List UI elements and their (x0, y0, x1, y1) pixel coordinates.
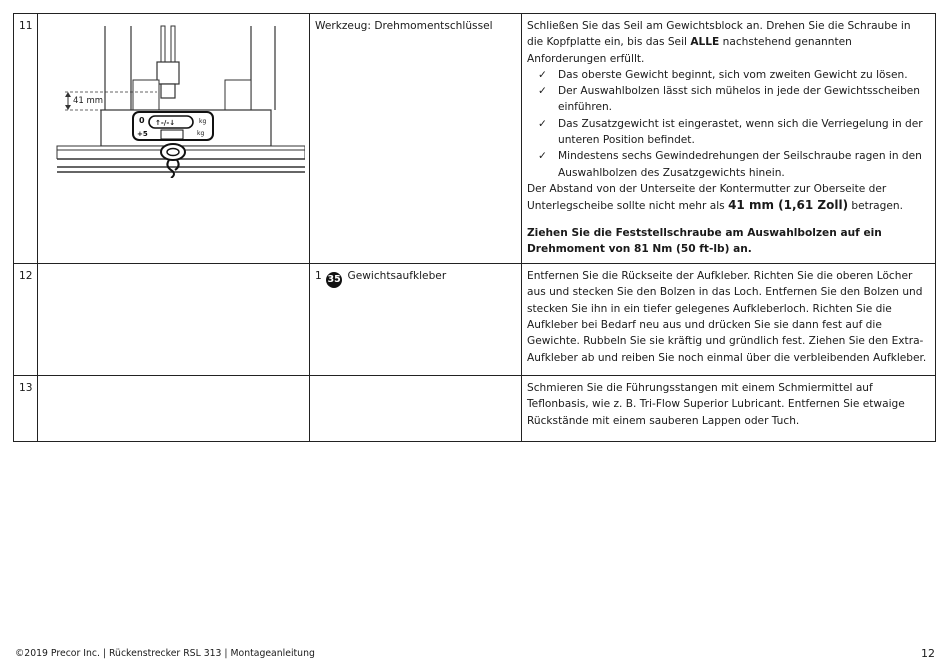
assembly-steps-table (13, 13, 936, 442)
step-description-cell (522, 14, 936, 264)
svg-text:↑-/-↓: ↑-/-↓ (155, 119, 176, 127)
step-row-12 (14, 264, 936, 376)
part-quantity: 1 (315, 270, 322, 283)
svg-text:kg: kg (197, 130, 205, 137)
step-illustration-cell (38, 376, 310, 442)
part-number-badge: 35 (326, 272, 342, 288)
torque-instruction: Ziehen Sie die Feststellschraube am Auswahlbolzen auf ein Drehmoment von 81 Nm (50 ft-lb) an. (527, 226, 882, 255)
part-name: Gewichtsaufkleber (347, 270, 447, 283)
step-description-cell: Schmieren Sie die Führungsstangen mit einem Schmiermittel auf Teflonbasis, wie z. B. Tri-Flow Superior Lubricant. Entfernen Sie etwaige Rückstände mit einem sauberen Lappen oder Tuch. (522, 376, 936, 442)
checklist-item: ✓ Der Auswahlbolzen lässt sich mühelos in jede der Gewichtsscheiben einführen. (538, 85, 921, 114)
footer-copyright: ©2019 Precor Inc. | Rückenstrecker RSL 313 | Montageanleitung (15, 648, 315, 659)
step-tool-cell (310, 14, 522, 264)
step-row-13 (14, 376, 936, 442)
step-intro: Schließen Sie das Seil am Gewichtsblock an. Drehen Sie die Schraube in die Kopfplatte ein, bis das Seil ALLE nachstehend genannten Anforderungen erfüllt. (527, 20, 911, 65)
svg-text:kg: kg (199, 118, 207, 125)
step-description-cell: Entfernen Sie die Rückseite der Aufkleber. Richten Sie die oberen Löcher aus und stecken Sie den Bolzen in das Loch. Entfernen Sie den Bolzen und stecken Sie ihn in ein tiefer gelegenes Aufkleberloch. Richten Sie die Aufkleber bei Bedarf neu aus und drücken Sie sie dann fest auf die Gewichte. Rubbeln Sie sie kräftig und gründlich fest. Ziehen Sie den Extra-Aufkleber ab und reiben Sie noch einmal über die verbleibenden Aufkleber. (522, 264, 936, 376)
requirements-checklist (527, 67, 930, 181)
weight-stack-illustration (43, 18, 303, 178)
step-number: 12 (14, 264, 38, 376)
step-number: 11 (14, 14, 38, 264)
step-number: 13 (14, 376, 38, 442)
page-number: 12 (921, 647, 935, 660)
distance-note: Der Abstand von der Unterseite der Kontermutter zur Oberseite der Unterlegscheibe sollte nicht mehr als 41 mm (1,61 Zoll) betragen. (527, 182, 903, 213)
svg-text:+5: +5 (137, 130, 148, 138)
dimension-label: 41 mm (73, 96, 104, 106)
checklist-item: ✓ Das Zusatzgewicht ist eingerastet, wenn sich die Verriegelung in der unteren Position befindet. (538, 117, 923, 147)
svg-text:0: 0 (139, 116, 145, 125)
step-illustration-cell (38, 264, 310, 376)
checkmark-icon: ✓ (538, 85, 547, 98)
checkmark-icon: ✓ (538, 150, 547, 163)
step-illustration-cell (38, 14, 310, 264)
step-row-11 (14, 14, 936, 264)
step-tool-cell (310, 376, 522, 442)
checklist-item: ✓ Das oberste Gewicht beginnt, sich vom zweiten Gewicht zu lösen. (527, 67, 930, 83)
checkmark-icon: ✓ (538, 117, 547, 130)
tool-text: Werkzeug: Drehmomentschlüssel (315, 20, 493, 32)
checkmark-icon: ✓ (538, 68, 547, 81)
checklist-item: ✓ Mindestens sechs Gewindedrehungen der Seilschraube ragen in den Auswahlbolzen des Zusatzgewichts hinein. (538, 150, 922, 179)
step-tool-cell (310, 264, 522, 376)
